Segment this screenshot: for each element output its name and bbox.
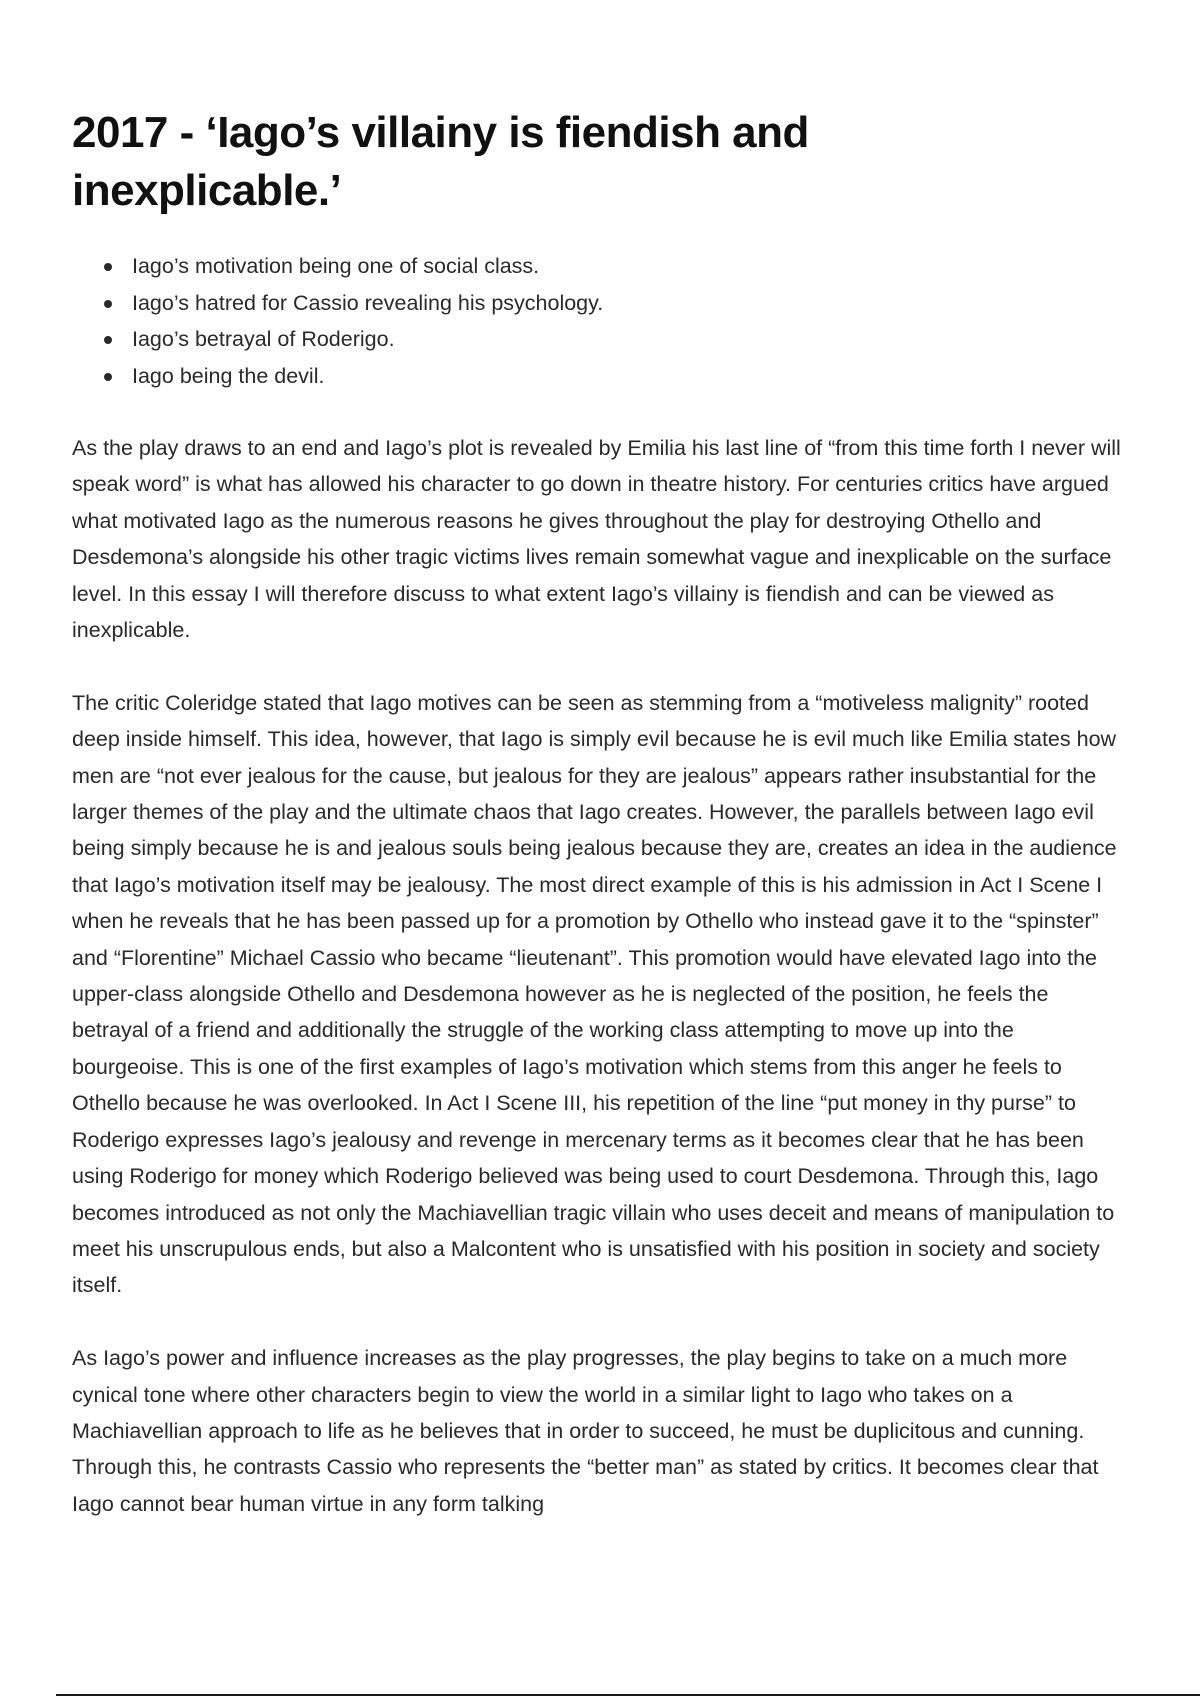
- paragraph-introduction: As the play draws to an end and Iago’s plot is revealed by Emilia his last line of “from this time forth I never will speak word” is what has allowed his character to go down in theatre history. For centuries critics have argued what motivated Iago as the numerous reasons he gives throughout the play for destroying Othello and Desdemona’s alongside his other tragic victims lives remain somewhat vague and inexplicable on the surface level. In this essay I will therefore discuss to what extent Iago’s villainy is fiendish and can be viewed as inexplicable.: [72, 436, 1121, 643]
- list-item: Iago’s betrayal of Roderigo.: [132, 321, 1130, 358]
- page-title: 2017 - ‘Iago’s villainy is fiendish and inexplicable.’: [72, 108, 809, 215]
- document-page: [72, 104, 1130, 1522]
- footer-divider: [56, 1694, 1200, 1696]
- paragraph-body: The critic Coleridge stated that Iago motives can be seen as stemming from a “motiveless malignity” rooted deep inside himself. This idea, however, that Iago is simply evil because he is evil much like Emilia states how men are “not ever jealous for the cause, but jealous for they are jealous” appears rather insubstantial for the larger themes of the play and the ultimate chaos that Iago creates. However, the parallels between Iago evil being simply because he is and jealous souls being jealous because they are, creates an idea in the audience that Iago’s motivation itself may be jealousy. The most direct example of this is his admission in Act I Scene I when he reveals that he has been passed up for a promotion by Othello who instead gave it to the “spinster” and “Florentine” Michael Cassio who became “lieutenant”. This promotion would have elevated Iago into the upper-class alongside Othello and Desdemona however as he is neglected of the position, he feels the betrayal of a friend and additionally the struggle of the working class attempting to move up into the bourgeoise. This is one of the first examples of Iago’s motivation which stems from this anger he feels to Othello because he was overlooked. In Act I Scene III, his repetition of the line “put money in thy purse” to Roderigo expresses Iago’s jealousy and revenge in mercenary terms as it becomes clear that he has been using Roderigo for money which Roderigo believed was being used to court Desdemona. Through this, Iago becomes introduced as not only the Machiavellian tragic villain who uses deceit and means of manipulation to meet his unscrupulous ends, but also a Malcontent who is unsatisfied with his position in society and society itself.: [72, 690, 1117, 1298]
- list-item: Iago being the devil.: [132, 358, 1130, 395]
- paragraph-body: As Iago’s power and influence increases as the play progresses, the play begins to take on a much more cynical tone where other characters begin to view the world in a similar light to Iago who takes on a Machiavellian approach to life as he believes that in order to succeed, he must be duplicitous and cunning. Through this, he contrasts Cassio who represents the “better man” as stated by critics. It becomes clear that Iago cannot bear human virtue in any form talking: [72, 1346, 1099, 1516]
- list-item: Iago’s motivation being one of social class.: [132, 248, 1130, 285]
- list-item: Iago’s hatred for Cassio revealing his psychology.: [132, 285, 1130, 322]
- key-points-list: [72, 248, 1130, 394]
